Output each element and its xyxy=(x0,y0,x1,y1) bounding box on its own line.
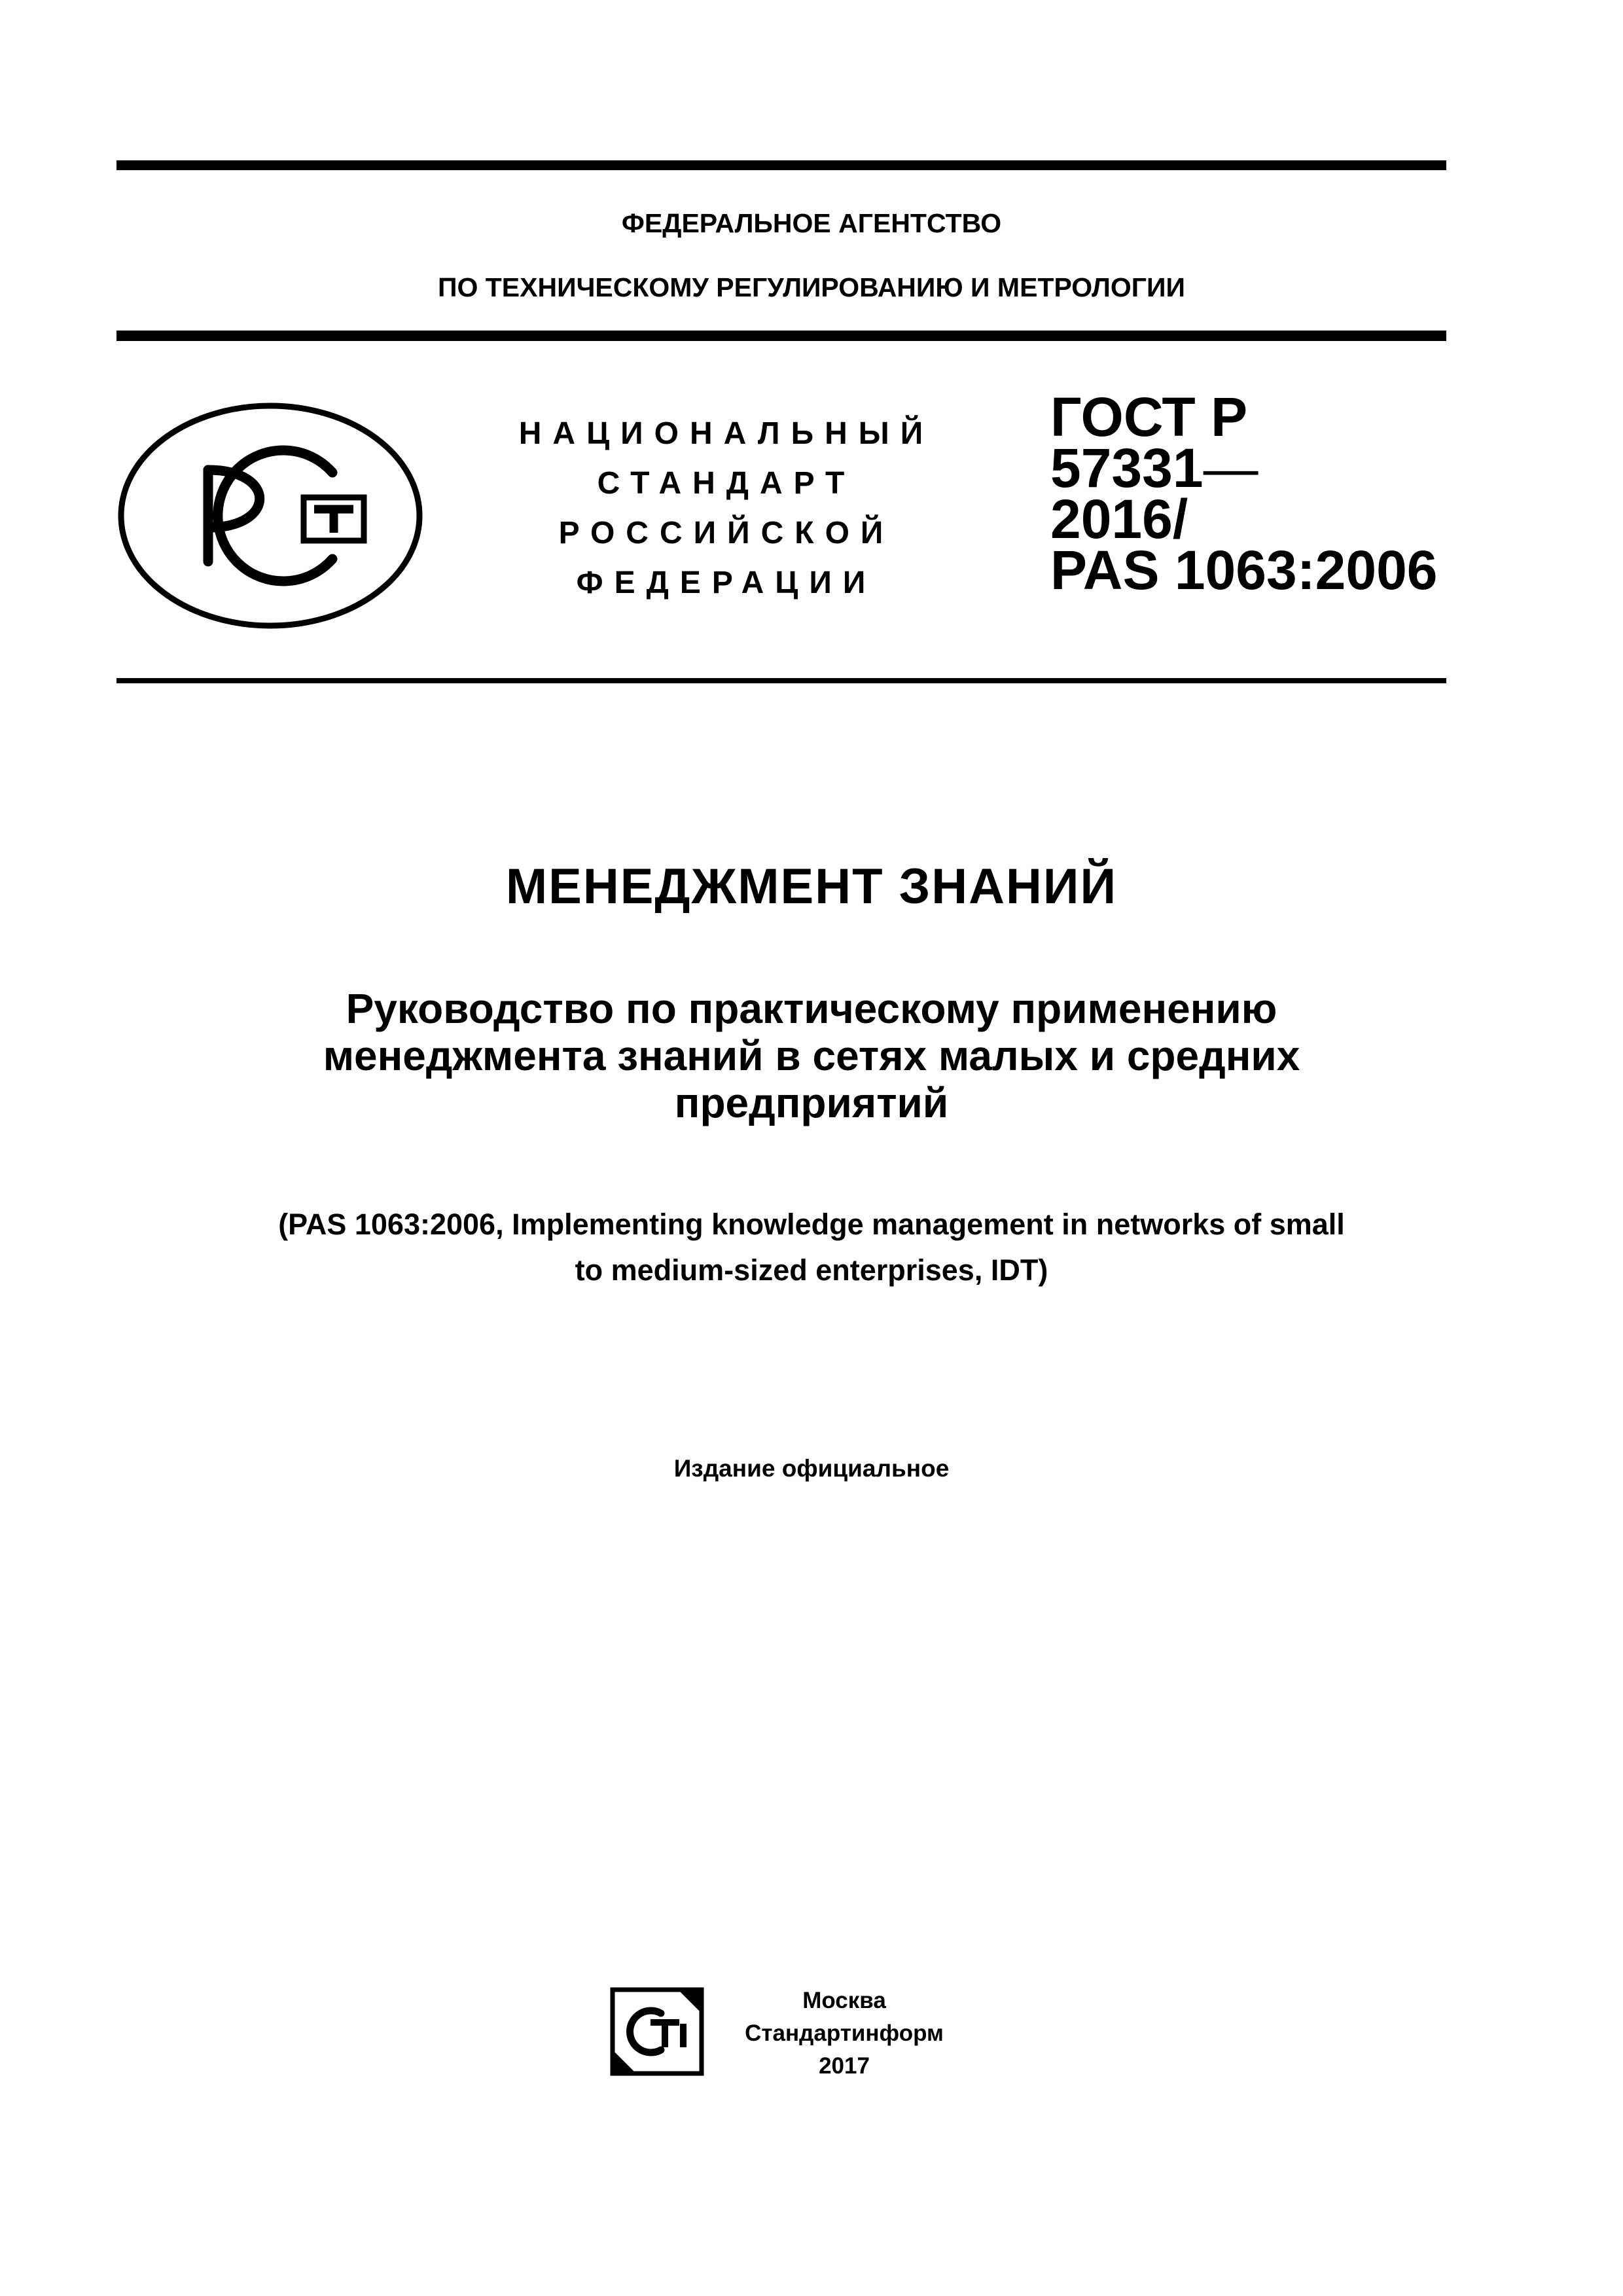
designation-dash: — xyxy=(1203,437,1258,499)
publisher-name: Стандартинформ xyxy=(745,2020,944,2046)
national-standard-line-4: ФЕДЕРАЦИИ xyxy=(576,565,877,600)
designation-number: 57331 xyxy=(1050,437,1204,499)
agency-name-line-2: ПО ТЕХНИЧЕСКОМУ РЕГУЛИРОВАНИЮ И МЕТРОЛОГИИ xyxy=(438,272,1185,302)
designation-rule xyxy=(116,678,1446,683)
national-standard-line-2: СТАНДАРТ xyxy=(597,466,856,501)
document-subtitle xyxy=(0,985,1623,1126)
national-standard-line-1: НАЦИОНАЛЬНЫЙ xyxy=(518,416,935,451)
international-reference xyxy=(0,1202,1623,1293)
standartinform-logo-icon xyxy=(610,1987,704,2076)
publisher-city: Москва xyxy=(802,1988,886,2013)
national-standard-label xyxy=(510,409,942,608)
designation-line-3: 2016/ xyxy=(1050,488,1188,550)
designation-line-4: PAS 1063:2006 xyxy=(1050,539,1438,601)
international-reference-line-2: to medium-sized enterprises, IDT) xyxy=(575,1253,1048,1287)
header-rule xyxy=(116,331,1446,341)
subtitle-line-1: Руководство по практическому применению xyxy=(346,985,1277,1032)
edition-label: Издание официальное xyxy=(673,1455,950,1482)
top-rule xyxy=(116,160,1446,170)
designation-line-1: ГОСТ Р xyxy=(1050,386,1248,448)
document-title: МЕНЕДЖМЕНТ ЗНАНИЙ xyxy=(505,859,1118,914)
standard-designation xyxy=(1050,386,1438,601)
rosstandart-emblem-icon xyxy=(116,399,424,632)
agency-name-line-1: ФЕДЕРАЛЬНОЕ АГЕНТСТВО xyxy=(621,208,1002,238)
designation-line-2 xyxy=(1050,437,1438,499)
national-standard-line-3: РОССИЙСКОЙ xyxy=(558,516,895,550)
subtitle-line-2: менеджмента знаний в сетях малых и средних xyxy=(323,1032,1300,1079)
subtitle-line-3: предприятий xyxy=(674,1079,949,1126)
publication-year: 2017 xyxy=(819,2053,870,2079)
international-reference-line-1: (PAS 1063:2006, Implementing knowledge management in networks of small xyxy=(278,1208,1345,1241)
publisher-block xyxy=(726,1984,962,2083)
